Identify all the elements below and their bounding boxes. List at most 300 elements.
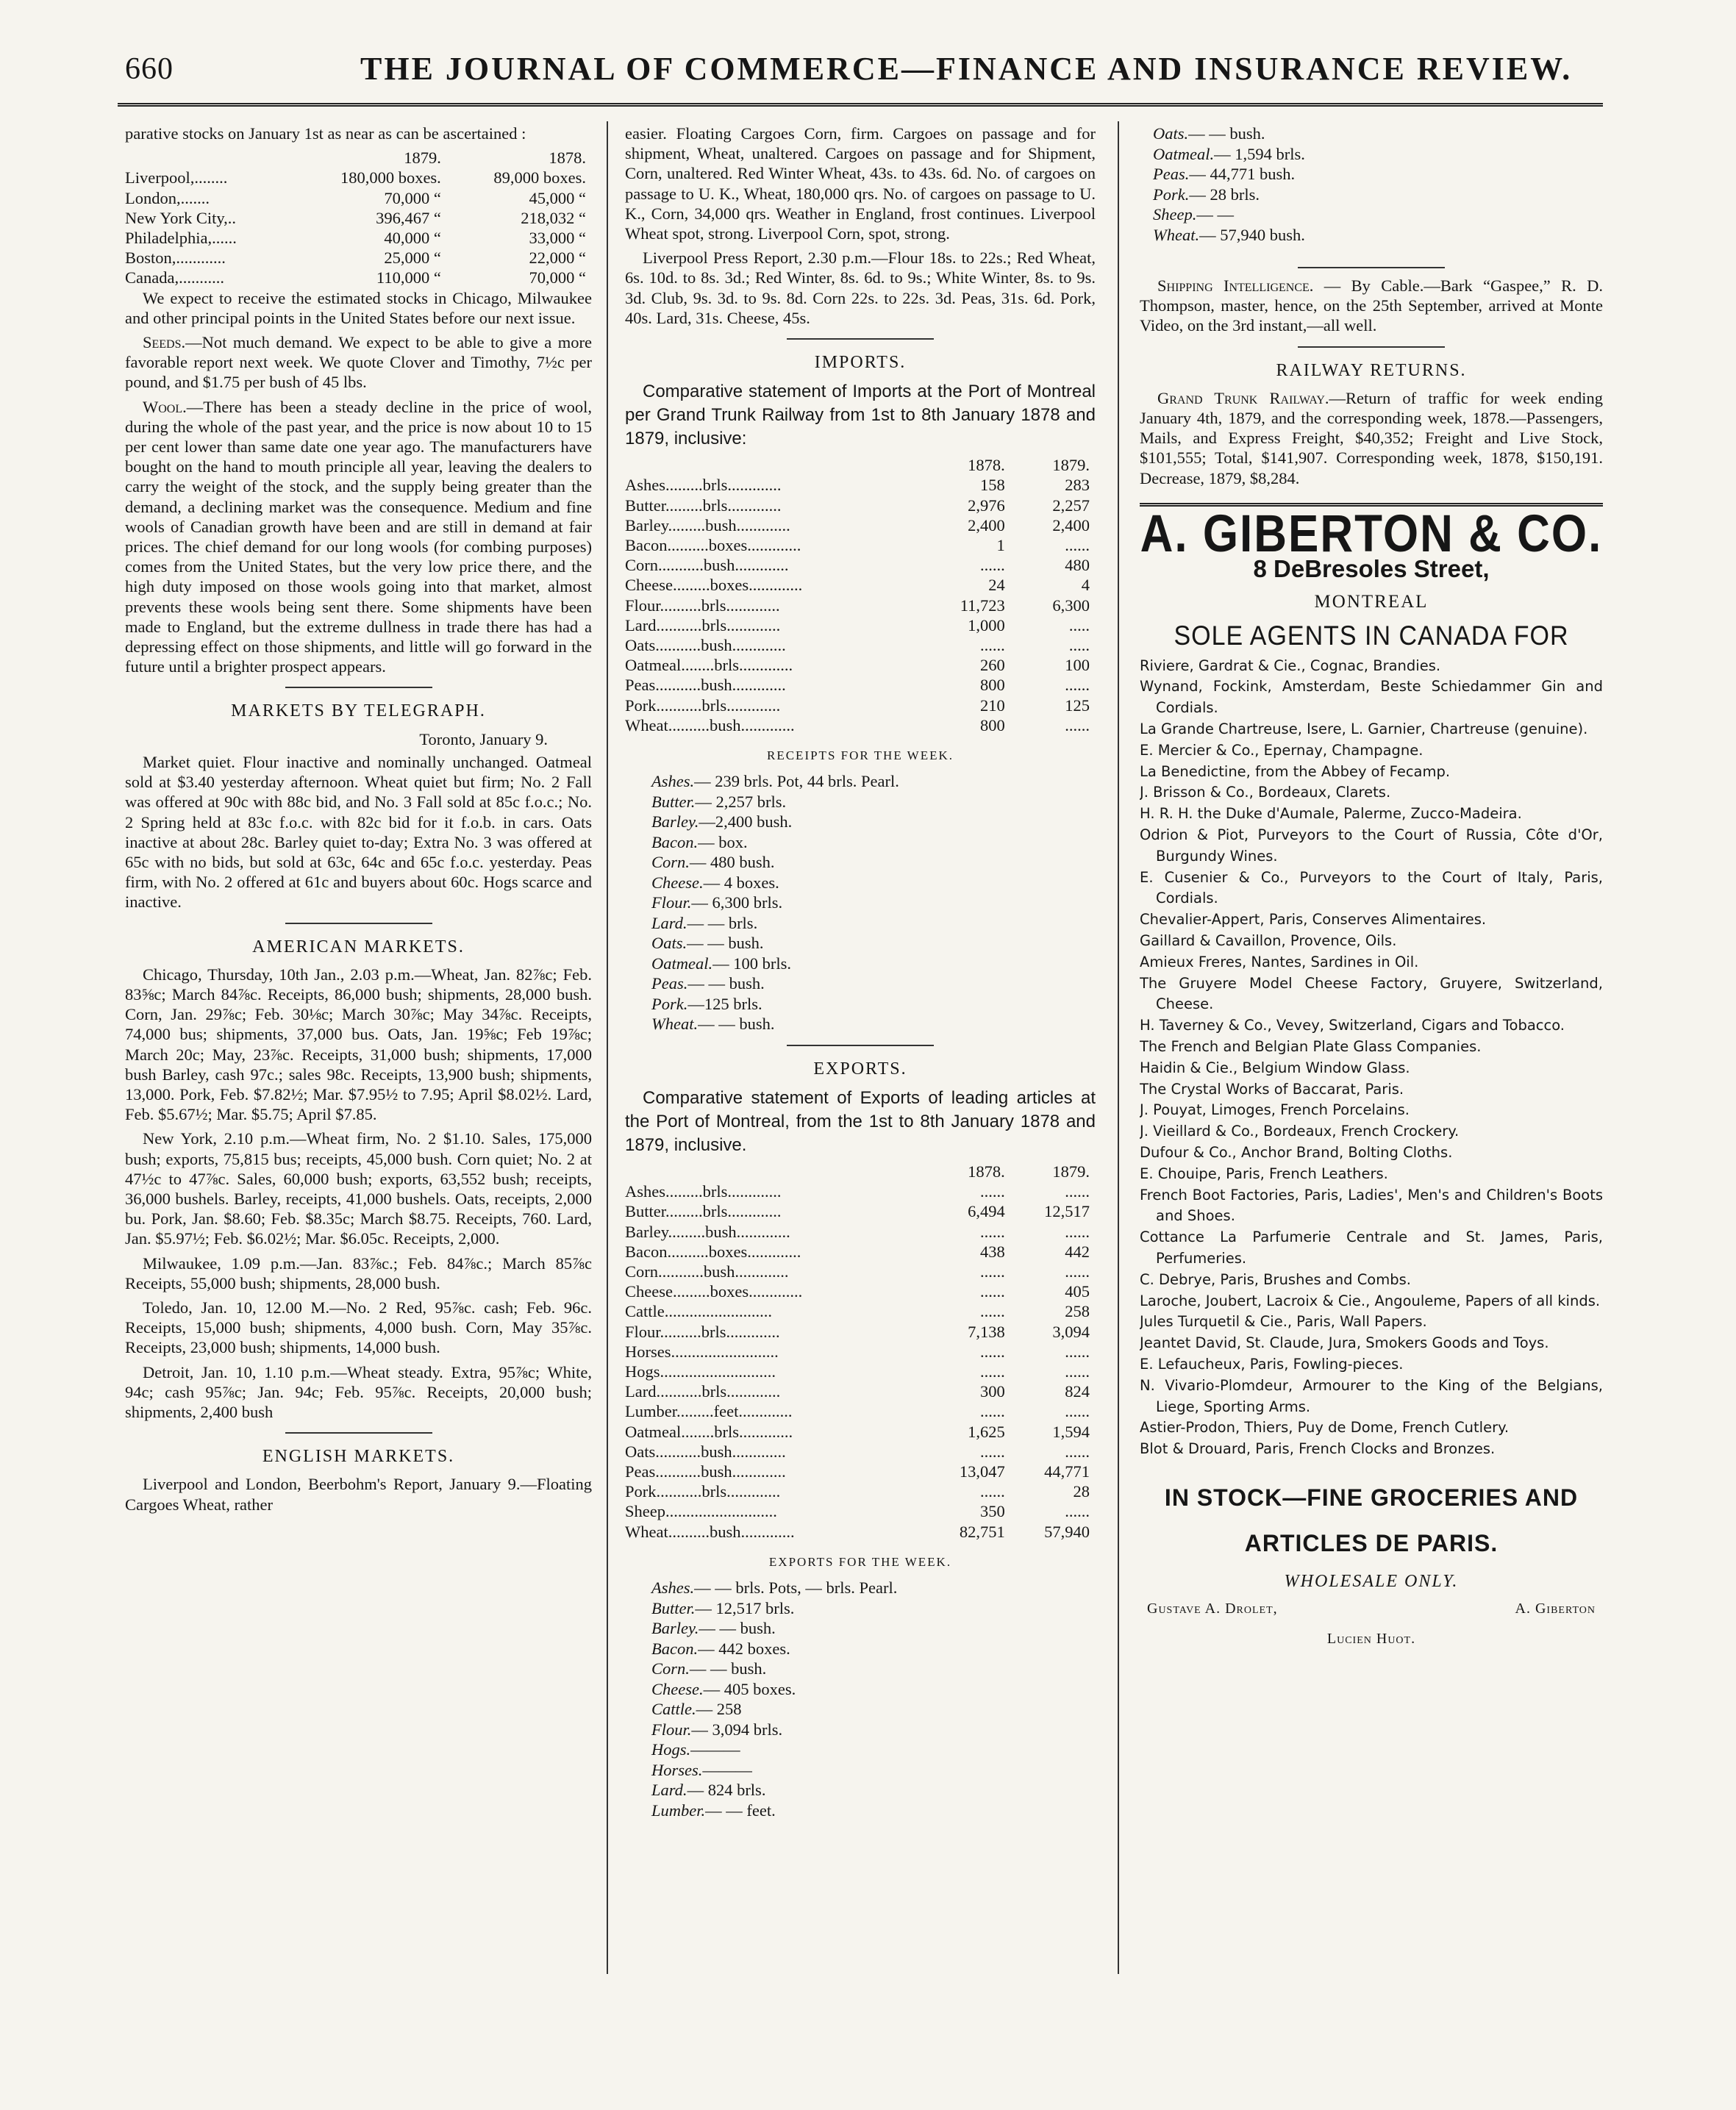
agent-item: Blot & Drouard, Paris, French Clocks and Bronzes. (1140, 1440, 1496, 1458)
stocks-header-cell: 1879. (404, 149, 441, 168)
receipt-item (651, 893, 1096, 913)
agent-item: The French and Belgian Plate Glass Companies. (1140, 1037, 1482, 1055)
shipping-paragraph (1140, 276, 1603, 336)
receipt-item (651, 852, 1096, 873)
english-heading: ENGLISH MARKETS. (262, 1447, 455, 1467)
exports-row (625, 1222, 1096, 1242)
agent-item: J. Pouyat, Limoges, French Porcelains. (1140, 1101, 1410, 1119)
advert-stock-line-2: ARTICLES DE PARIS. (1244, 1529, 1499, 1556)
agent-item: La Benedictine, from the Abbey of Fecamp. (1140, 762, 1451, 780)
exports-value-1878: ...... (980, 1442, 1005, 1461)
giberton-advert (1140, 504, 1603, 1650)
exports-row (625, 1181, 1096, 1201)
exports-week-heading: EXPORTS FOR THE WEEK. (768, 1554, 952, 1569)
receipt-label: Cheese. (651, 873, 704, 892)
imports-row (625, 535, 1096, 555)
export-week-item (651, 1639, 1096, 1659)
receipt-value: — 100 brls. (712, 954, 791, 973)
american-paragraph: Chicago, Thursday, 10th Jan., 2.03 p.m.—Wheat, Jan. 82⅞c; Feb. 83⅝c; March 84⅞c. Receipts, 86,000 bush; shipments, 28,000 bush. Corn, Jan. 29⅞c; Feb. 30⅛c; March 30⅞c; May 34⅞c. Receipts, 74,000 bus; shipments, 37,000 bus. Oats, Jan. 19⅝c; Feb 19⅞c; March 20c; May, 23⅞c. Receipts, 31,000 bush; shipments, 17,000 bush Barley, cash 97c.; sales 98c. Receipts, 13,900 bush; shipments, 13,000. Pork, Feb. $7.82½; Mar. $7.95½ to 7.95; April $8.02½. Lard, Feb. $5.67½; Mar. $5.75; April $7.85. (125, 965, 592, 1124)
exports-value-1879: 44,771 (1044, 1462, 1090, 1481)
signature-drolet: Gustave A. Drolet, (1147, 1601, 1278, 1617)
advert-signatures (1140, 1599, 1603, 1619)
receipt-item (651, 832, 1096, 853)
imports-value-1878: ...... (980, 556, 1005, 575)
exports-label: Lumber.........feet............. (625, 1402, 793, 1421)
export-week-value: — 57,940 bush. (1199, 225, 1305, 244)
export-week-value: — 12,517 brls. (695, 1598, 795, 1617)
stocks-cell: 22,000 “ (529, 248, 586, 268)
receipt-value: — — bush. (698, 1015, 775, 1034)
imports-value-1879: 100 (1065, 656, 1090, 675)
imports-value-1878: ...... (980, 636, 1005, 655)
exports-value-1879: ...... (1065, 1222, 1090, 1241)
agent-item: Riviere, Gardrat & Cie., Cognac, Brandies. (1140, 657, 1441, 674)
stocks-header-row (125, 148, 592, 168)
receipt-value: — 6,300 brls. (691, 893, 783, 912)
imports-value-1878: 1 (996, 536, 1005, 555)
shipping-label: Shipping Intelligence. (1157, 276, 1314, 295)
export-week-value: — — brls. Pots, — brls. Pearl. (694, 1578, 898, 1598)
exports-label: Sheep........................... (625, 1502, 777, 1521)
exports-value-1879: 1,594 (1052, 1422, 1090, 1441)
export-week-item (1153, 124, 1603, 144)
receipt-label: Lard. (651, 913, 687, 932)
imports-label: Lard...........brls............. (625, 615, 781, 634)
exports-value-1879: 442 (1065, 1242, 1090, 1261)
imports-header-cell: 1878. (968, 456, 1005, 475)
exports-value-1878: ...... (980, 1262, 1005, 1281)
exports-label: Cattle.......................... (625, 1302, 772, 1321)
imports-label: Bacon..........boxes............. (625, 536, 801, 555)
seeds-text: —Not much demand. We expect to be able to give a more favorable report next week. We quote Clover and Timothy, 7½c per pound, and $1.75 per bush of 45 lbs. (125, 333, 592, 392)
exports-value-1878: 1,625 (968, 1422, 1005, 1441)
imports-value-1879: ...... (1065, 715, 1090, 734)
exports-label: Peas...........bush............. (625, 1462, 786, 1481)
american-paragraph: Detroit, Jan. 10, 1.10 p.m.—Wheat steady. Extra, 95⅞c; White, 94c; cash 95⅞c; Jan. 94c; Feb. 95⅞c. Receipts, 20,000 bush; shipments, 2,400 bush (125, 1362, 592, 1421)
column-1 (125, 124, 592, 1939)
export-week-value: — 1,594 brls. (1214, 144, 1305, 163)
imports-row (625, 515, 1096, 535)
imports-label: Ashes.........brls............. (625, 476, 782, 495)
receipt-value: — — brls. (687, 913, 758, 932)
exports-header-row (625, 1162, 1096, 1181)
export-week-label: Cattle. (651, 1700, 696, 1719)
american-heading: AMERICAN MARKETS. (252, 937, 465, 956)
masthead (125, 44, 1603, 96)
stocks-cell: 40,000 “ (384, 229, 441, 248)
export-week-item (651, 1578, 1096, 1598)
telegraph-dateline: Toronto, January 9. (419, 729, 548, 748)
stocks-cell: 396,467 “ (376, 208, 441, 227)
imports-row (625, 596, 1096, 615)
agent-item: La Grande Chartreuse, Isere, L. Garnier, Chartreuse (genuine). (1140, 720, 1588, 738)
masthead-rule (118, 103, 1603, 107)
stocks-cell: Boston,............ (125, 248, 226, 268)
imports-row (625, 695, 1096, 715)
export-week-label: Oats. (1153, 124, 1189, 143)
exports-value-1879: ...... (1065, 1502, 1090, 1521)
exports-week-continued (1140, 124, 1603, 245)
receipt-item (651, 913, 1096, 934)
export-week-value: ——— (702, 1760, 752, 1779)
agent-item: J. Vieillard & Co., Bordeaux, French Crockery. (1140, 1123, 1460, 1140)
imports-header-cell (625, 455, 917, 475)
imports-row (625, 475, 1096, 495)
exports-row (625, 1442, 1096, 1462)
exports-header-cell: 1879. (1052, 1162, 1090, 1181)
exports-value-1879: ...... (1065, 1402, 1090, 1421)
imports-label: Barley.........bush............. (625, 515, 790, 534)
receipt-label: Oatmeal. (651, 954, 713, 973)
american-markets (125, 965, 592, 1422)
receipt-item (651, 933, 1096, 954)
receipt-value: — — bush. (687, 934, 764, 953)
export-week-item (1153, 225, 1603, 246)
section-rule (1298, 346, 1445, 348)
imports-label: Pork...........brls............. (625, 695, 781, 715)
wool-text: —There has been a steady decline in the price of wool, during the whole of the past year, and the price is now about 10 to 15 per cent lower than same date one year ago. The manufacturers have bought on the hand to mouth principle all year, leaving the dealers to carry the weight of the stock, and the supply being greater than the demand, a declining market was the consequence. Medium and fine wools of Canadian growth have been and are still in demand at fair prices. The chief demand for our long wools (for combing purposes) comes from the United States, but the very low price there, and the high duty imposed on those wools going into that market, almost prevents these wools being sent there. Some shipments have been made to England, but the extreme dullness in trade there has had a depressing effect on those shipments, and little will go forward in the future until a brighter prospect appears. (125, 397, 592, 676)
railway-text: —Return of traffic for week ending January 4th, 1879, and the corresponding week, 1878.—Passengers, Mails, and Express Freight, $40,352; Freight and Live Stock, $101,555; Total, $141,907. Corresponding week, 1878, $150,191. Decrease, 1879, $8,284. (1140, 388, 1603, 487)
imports-value-1879: 6,300 (1052, 596, 1090, 615)
stocks-cell: 110,000 “ (376, 268, 441, 287)
agent-item: Laroche, Joubert, Lacroix & Cie., Angouleme, Papers of all kinds. (1140, 1292, 1601, 1309)
receipt-label: Pork. (651, 994, 688, 1013)
agent-item: Wynand, Fockink, Amsterdam, Beste Schiedammer Gin and Cordials. (1140, 678, 1603, 717)
exports-value-1879: ...... (1065, 1362, 1090, 1381)
imports-label: Corn...........bush............. (625, 556, 789, 575)
exports-label: Pork...........brls............. (625, 1482, 781, 1501)
wool-label: Wool. (143, 397, 187, 416)
imports-label: Peas...........bush............. (625, 676, 786, 695)
exports-value-1878: ...... (980, 1402, 1005, 1421)
exports-row (625, 1401, 1096, 1421)
export-week-item (651, 1659, 1096, 1679)
export-week-label: Barley. (651, 1619, 699, 1638)
stocks-cell: 89,000 boxes. (493, 168, 586, 187)
export-week-label: Sheep. (1153, 205, 1197, 223)
export-week-value: — — (1196, 205, 1234, 223)
imports-label: Flour..........brls............. (625, 596, 780, 615)
exports-header-cell: 1878. (968, 1162, 1005, 1181)
exports-value-1878: 438 (980, 1242, 1005, 1261)
section-rule (285, 1432, 432, 1434)
stocks-cell: Philadelphia,...... (125, 229, 237, 248)
imports-value-1879: 283 (1065, 476, 1090, 495)
telegraph-heading: MARKETS BY TELEGRAPH. (231, 701, 486, 721)
receipt-value: — 239 brls. Pot, 44 brls. Pearl. (694, 772, 899, 791)
receipt-value: — 480 bush. (689, 853, 775, 872)
imports-value-1879: ...... (1065, 536, 1090, 555)
receipt-label: Ashes. (651, 772, 695, 791)
imports-value-1879: 4 (1081, 576, 1090, 595)
imports-label: Oats...........bush............. (625, 636, 786, 655)
advert-city: MONTREAL (1314, 592, 1429, 612)
agent-item: H. R. H. the Duke d'Aumale, Palerme, Zucco-Madeira. (1140, 805, 1522, 823)
imports-value-1879: ..... (1068, 615, 1090, 634)
imports-value-1878: 800 (980, 715, 1005, 734)
section-rule (1298, 267, 1445, 268)
export-week-item (1153, 204, 1603, 225)
signature-huot: Lucien Huot. (1326, 1631, 1416, 1648)
imports-value-1878: 800 (980, 676, 1005, 695)
export-week-value: — — feet. (705, 1800, 776, 1820)
receipts-list (625, 771, 1096, 1034)
agent-item: C. Debrye, Paris, Brushes and Combs. (1140, 1270, 1411, 1288)
exports-header-cell (625, 1162, 917, 1181)
imports-value-1879: ..... (1068, 636, 1090, 655)
column-rule-1 (607, 121, 608, 1974)
exports-value-1879: 3,094 (1052, 1322, 1090, 1341)
imports-value-1878: 2,976 (968, 496, 1005, 515)
stocks-header-cell: 1878. (549, 149, 586, 168)
section-rule (787, 338, 934, 340)
stocks-cell: 70,000 “ (384, 188, 441, 207)
agent-item: Cottance La Parfumerie Centrale and St. James, Paris, Perfumeries. (1140, 1229, 1603, 1267)
export-week-value: ——— (690, 1740, 740, 1759)
imports-row (625, 715, 1096, 735)
receipt-label: Bacon. (651, 832, 699, 851)
receipt-value: —2,400 bush. (699, 812, 793, 832)
exports-value-1878: 82,751 (959, 1522, 1005, 1541)
journal-title: THE JOURNAL OF COMMERCE—FINANCE AND INSURANCE REVIEW. (360, 51, 1573, 87)
exports-intro: Comparative statement of Exports of leading articles at the Port of Montreal, from the 1st to 8th January 1878 and 1879, inclusive. (625, 1087, 1096, 1155)
exports-label: Oats...........bush............. (625, 1442, 786, 1461)
exports-label: Cheese.........boxes............. (625, 1282, 803, 1301)
imports-header-cell: 1879. (1052, 456, 1090, 475)
imports-row (625, 496, 1096, 515)
export-week-item (651, 1720, 1096, 1740)
agent-item: J. Brisson & Co., Bordeaux, Clarets. (1140, 784, 1391, 801)
receipt-item (651, 873, 1096, 893)
exports-value-1879: ...... (1065, 1342, 1090, 1361)
stocks-intro: parative stocks on January 1st as near as can be ascertained : (125, 124, 526, 143)
export-week-label: Corn. (651, 1659, 690, 1678)
receipt-value: — — bush. (687, 974, 765, 993)
advert-sole-agents: SOLE AGENTS IN CANADA FOR (1174, 621, 1569, 652)
imports-row (625, 655, 1096, 675)
exports-value-1878: ...... (980, 1182, 1005, 1201)
exports-label: Corn...........bush............. (625, 1262, 789, 1281)
exports-value-1878: ...... (980, 1222, 1005, 1241)
stocks-cell: New York City,.. (125, 208, 237, 227)
agent-item: Jeantet David, St. Claude, Jura, Smokers Goods and Toys. (1140, 1334, 1549, 1352)
export-week-item (651, 1679, 1096, 1700)
agent-item: Amieux Freres, Nantes, Sardines in Oil. (1140, 953, 1419, 970)
american-paragraph: New York, 2.10 p.m.—Wheat firm, No. 2 $1.10. Sales, 175,000 bush; exports, 75,815 bus; receipts, 45,000 bush. Corn quiet; No. 2 at 47½c to 47⅞c. Sales, 60,000 bush; exports, 63,552 bush; receipts, 36,000 bushels. Barley, receipts, 41,000 bushels. Oats, receipts, 2,000 bu. Pork, Jan. $8.60; Feb. $8.35c; March $8.75. Receipts, 760. Lard, Jan. $5.97½; Feb. $6.02½; Mar. $6.05c. Receipts, 2,000. (125, 1129, 592, 1248)
agent-item: French Boot Factories, Paris, Ladies', Men's and Children's Boots and Shoes. (1140, 1186, 1603, 1225)
railway-paragraph (1140, 388, 1603, 488)
export-week-item (651, 1618, 1096, 1639)
stocks-cell: 45,000 “ (529, 188, 586, 207)
exports-label: Wheat..........bush............. (625, 1522, 795, 1541)
section-rule (787, 1045, 934, 1046)
stocks-cell: London,....... (125, 188, 210, 207)
exports-table (625, 1162, 1096, 1542)
imports-row (625, 555, 1096, 575)
exports-label: Horses.......................... (625, 1342, 779, 1361)
receipt-value: — box. (698, 832, 748, 851)
exports-value-1879: ...... (1065, 1442, 1090, 1461)
agent-item: H. Taverney & Co., Vevey, Switzerland, Cigars and Tobacco. (1140, 1017, 1565, 1034)
export-week-item (651, 1739, 1096, 1760)
imports-table (625, 455, 1096, 735)
stocks-cell: Liverpool,........ (125, 168, 228, 187)
stocks-header-cell (125, 148, 290, 168)
receipt-item (651, 1014, 1096, 1034)
agent-item: The Gruyere Model Cheese Factory, Gruyere, Switzerland, Cheese. (1140, 974, 1603, 1013)
receipt-label: Butter. (651, 792, 696, 811)
stocks-cell: 218,032 “ (521, 208, 586, 227)
agent-item: E. Cusenier & Co., Purveyors to the Court of Italy, Paris, Cordials. (1140, 868, 1603, 907)
export-week-label: Horses. (651, 1760, 703, 1779)
export-week-label: Hogs. (651, 1740, 691, 1759)
imports-intro: Comparative statement of Imports at the Port of Montreal per Grand Trunk Railway from 1st to 8th January 1878 and 1879, inclusive: (625, 382, 1096, 449)
stocks-row (125, 268, 592, 287)
imports-value-1878: 24 (988, 576, 1005, 595)
exports-value-1879: 57,940 (1044, 1522, 1090, 1541)
imports-value-1879: 2,257 (1052, 496, 1090, 515)
exports-value-1878: 300 (980, 1382, 1005, 1401)
signature-giberton: A. Giberton (1515, 1601, 1596, 1617)
imports-row (625, 575, 1096, 595)
imports-value-1879: 125 (1065, 695, 1090, 715)
section-rule (285, 923, 432, 924)
exports-value-1879: 28 (1073, 1482, 1090, 1501)
exports-value-1878: ...... (980, 1302, 1005, 1321)
export-week-label: Pork. (1153, 185, 1190, 204)
agent-item: Haidin & Cie., Belgium Window Glass. (1140, 1059, 1410, 1076)
imports-value-1878: 1,000 (968, 615, 1005, 634)
exports-row (625, 1501, 1096, 1521)
stocks-row (125, 168, 592, 187)
imports-row (625, 675, 1096, 695)
imports-value-1879: 480 (1065, 556, 1090, 575)
receipt-item (651, 973, 1096, 994)
exports-value-1879: 12,517 (1044, 1202, 1090, 1221)
export-week-label: Cheese. (651, 1679, 704, 1698)
page-number: 660 (125, 52, 174, 86)
telegraph-text: Market quiet. Flour inactive and nominally unchanged. Oatmeal sold at $3.40 yesterday afternoon. Wheat quiet but firm; No. 2 Fall was offered at 90c with 88c bid, and No. 3 Fall sold at 85c f.o.c.; No. 2 Spring held at 83c f.o.c. with 82c bid for it f.o.b. in cars. Oats inactive at about 28c. Barley quiet to-day; Extra No. 3 was offered at 65c with no bids, but sold at 63c, 64c and 65c f.o.c. yesterday. Peas firm, with No. 2 offered at 61c and buyers about 60c. Hogs scarce and inactive. (125, 752, 592, 912)
exports-value-1878: 13,047 (959, 1462, 1005, 1481)
export-week-value: — 405 boxes. (703, 1679, 796, 1698)
receipt-label: Corn. (651, 853, 690, 872)
export-week-value: — — bush. (1188, 124, 1265, 143)
stocks-row (125, 228, 592, 248)
stocks-row (125, 188, 592, 208)
stocks-row (125, 208, 592, 228)
american-paragraph: Toledo, Jan. 10, 12.00 M.—No. 2 Red, 95⅞c. cash; Feb. 96c. Receipts, 15,000 bush; shipments, 4,000 bush. Corn, May 35⅞c. Receipts, 23,000 bush; shipments, 14,000 bush. (125, 1298, 592, 1357)
exports-value-1878: ...... (980, 1342, 1005, 1361)
railway-label: Grand Trunk Railway. (1157, 388, 1329, 407)
agent-item: Chevalier-Appert, Paris, Conserves Alimentaires. (1140, 911, 1487, 929)
exports-row (625, 1462, 1096, 1481)
exports-week-list (625, 1578, 1096, 1820)
stocks-table (125, 148, 592, 287)
stocks-row (125, 248, 592, 268)
receipt-item (651, 954, 1096, 974)
advert-title: A. GIBERTON & CO. (1140, 504, 1603, 563)
receipt-label: Oats. (651, 934, 687, 953)
exports-value-1879: ...... (1065, 1182, 1090, 1201)
imports-label: Butter.........brls............. (625, 496, 782, 515)
column-rule-2 (1118, 121, 1119, 1974)
american-paragraph: Milwaukee, 1.09 p.m.—Jan. 83⅞c.; Feb. 84⅞c.; March 85⅞c Receipts, 55,000 bush; shipments, 28,000 bush. (125, 1254, 592, 1292)
agent-item: E. Mercier & Co., Epernay, Champagne. (1140, 741, 1424, 759)
agent-item: N. Vivario-Plomdeur, Armourer to the King of the Belgians, Liege, Sporting Arms. (1140, 1376, 1603, 1415)
column-2 (625, 124, 1096, 1939)
advert-address: 8 DeBresoles Street, (1253, 555, 1490, 583)
export-week-item (651, 1780, 1096, 1800)
export-week-label: Lard. (651, 1781, 687, 1800)
receipt-item (651, 792, 1096, 812)
receipts-heading: RECEIPTS FOR THE WEEK. (767, 748, 954, 763)
export-week-label: Ashes. (651, 1578, 695, 1598)
exports-value-1878: ...... (980, 1362, 1005, 1381)
agent-item: Dufour & Co., Anchor Brand, Bolting Cloths. (1140, 1143, 1453, 1161)
exports-value-1878: 7,138 (968, 1322, 1005, 1341)
exports-label: Barley.........bush............. (625, 1222, 790, 1241)
press-report: Liverpool Press Report, 2.30 p.m.—Flour 18s. to 22s.; Red Wheat, 6s. 10d. to 8s. 3d.; Red Winter, 8s. 6d. to 9s.; White Winter, 8s. to 9s. 3d. Club, 9s. 3d. to 9s. 8d. Corn 22s. to 22s. 3d. Peas, 31s. 6d. Pork, 40s. Lard, 31s. Cheese, 45s. (625, 248, 1096, 327)
exports-value-1878: 350 (980, 1502, 1005, 1521)
exports-value-1878: 6,494 (968, 1202, 1005, 1221)
receipt-label: Barley. (651, 812, 699, 832)
wool-paragraph (125, 397, 592, 677)
export-week-value: — 44,771 bush. (1189, 165, 1296, 183)
imports-value-1879: 2,400 (1052, 515, 1090, 534)
imports-label: Oatmeal........brls............. (625, 656, 793, 675)
receipt-item (651, 994, 1096, 1015)
railway-heading: RAILWAY RETURNS. (1276, 360, 1467, 380)
section-rule (285, 687, 432, 688)
imports-header-row (625, 455, 1096, 475)
stocks-cell: 180,000 boxes. (340, 168, 441, 187)
export-week-value: — 258 (696, 1700, 742, 1719)
seeds-label: Seeds. (143, 333, 186, 352)
exports-row (625, 1262, 1096, 1281)
export-week-value: — — bush. (689, 1659, 767, 1678)
export-week-item (1153, 164, 1603, 185)
exports-label: Flour..........brls............. (625, 1322, 780, 1341)
exports-row (625, 1381, 1096, 1401)
exports-value-1878: ...... (980, 1482, 1005, 1501)
exports-value-1879: 824 (1065, 1382, 1090, 1401)
exports-label: Hogs............................ (625, 1362, 776, 1381)
exports-label: Ashes.........brls............. (625, 1182, 782, 1201)
english-text: Liverpool and London, Beerbohm's Report, January 9.—Floating Cargoes Wheat, rather (125, 1475, 592, 1514)
imports-heading: IMPORTS. (814, 353, 907, 373)
advert-wholesale: WHOLESALE ONLY. (1284, 1571, 1459, 1591)
exports-value-1879: 405 (1065, 1282, 1090, 1301)
agents-list (1140, 656, 1603, 1460)
export-week-item (1153, 144, 1603, 165)
export-week-label: Lumber. (651, 1800, 706, 1820)
export-week-item (1153, 185, 1603, 205)
shipping-text: — By Cable.—Bark “Gaspee,” R. D. Thompson, master, hence, on the 25th September, arrived at Monte Video, on the 3rd instant,—all well. (1140, 276, 1603, 335)
agent-item: Jules Turquetil & Cie., Paris, Wall Papers. (1140, 1313, 1427, 1331)
agent-item: E. Chouipe, Paris, French Leathers. (1140, 1165, 1388, 1182)
imports-row (625, 635, 1096, 655)
receipt-value: — 4 boxes. (703, 873, 779, 892)
exports-row (625, 1481, 1096, 1501)
export-week-label: Bacon. (651, 1639, 699, 1658)
receipt-label: Flour. (651, 893, 692, 912)
exports-row (625, 1362, 1096, 1381)
receipt-item (651, 771, 1096, 792)
export-week-label: Wheat. (1153, 225, 1200, 244)
stocks-cell: 70,000 “ (529, 268, 586, 287)
receipt-label: Peas. (651, 974, 688, 993)
export-week-label: Flour. (651, 1720, 692, 1739)
